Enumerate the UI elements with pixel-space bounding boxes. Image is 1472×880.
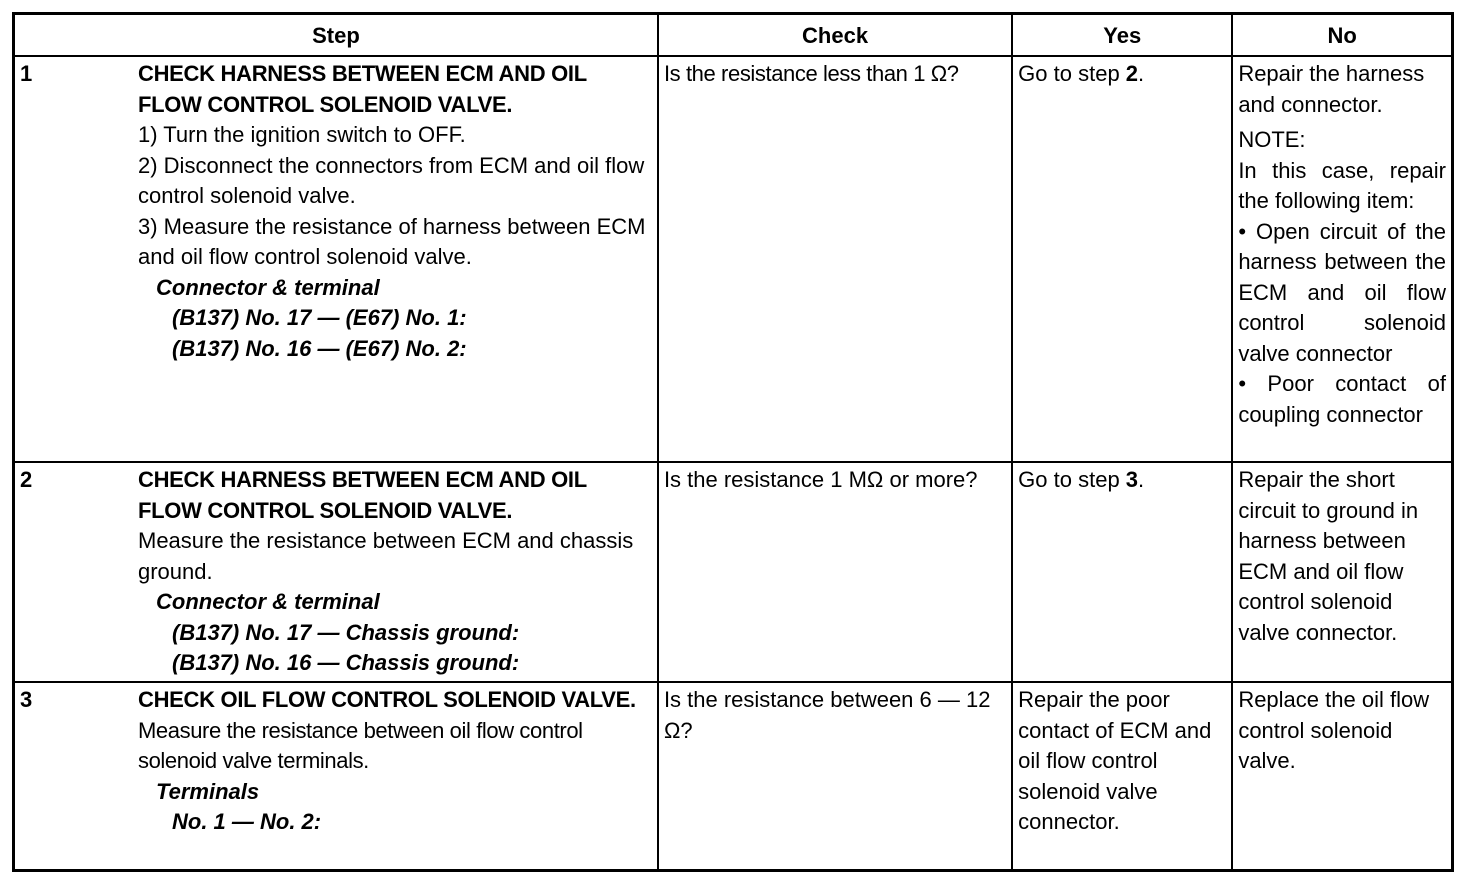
yes-cell [1012, 56, 1232, 462]
header-yes: Yes [1012, 14, 1232, 57]
note-bullet: • Open circuit of the harness between the ECM and oil flow control solenoid valve connector [1238, 218, 1446, 366]
header-row [14, 14, 1453, 57]
step-number: 3 [20, 687, 33, 712]
step-number: 1 [20, 61, 33, 86]
connector-terminal: (B137) No. 17 — Chassis ground: [172, 619, 520, 645]
check-cell [658, 56, 1012, 462]
yes-action: Go to step 2. [1018, 61, 1145, 86]
table-row [14, 682, 1453, 871]
connector-terminal: (B137) No. 17 — (E67) No. 1: [172, 305, 467, 330]
step-reference: 3 [1125, 467, 1139, 492]
no-cell [1232, 56, 1452, 462]
step-instruction: Measure the resistance between ECM and chassis ground. [138, 528, 634, 584]
step-reference: 2 [1125, 61, 1139, 86]
no-action: Replace the oil flow control solenoid valve. [1238, 687, 1430, 773]
note-text: In this case, repair the following item: [1238, 157, 1446, 213]
yes-cell [1012, 682, 1232, 871]
no-action: Repair the harness and connector. [1238, 61, 1425, 117]
check-question: Is the resistance 1 MΩ or more? [663, 467, 978, 492]
check-cell [658, 682, 1012, 871]
step-cell [14, 462, 658, 682]
diagnostic-table [12, 12, 1454, 872]
note-label: NOTE: [1238, 127, 1306, 152]
step-instruction: 1) Turn the ignition switch to OFF. [138, 122, 466, 147]
check-question: Is the resistance between 6 — 12 Ω? [663, 687, 991, 743]
connector-label: Connector & terminal [156, 589, 380, 614]
check-cell [658, 462, 1012, 682]
note-bullet: • Poor contact of coupling connector [1238, 371, 1446, 427]
table-row [14, 56, 1453, 462]
table-row [14, 462, 1453, 682]
step-number: 2 [20, 467, 33, 492]
header-check: Check [658, 14, 1012, 57]
no-cell [1232, 462, 1452, 682]
connector-terminal: (B137) No. 16 — (E67) No. 2: [172, 335, 467, 361]
no-cell [1232, 682, 1452, 871]
yes-cell [1012, 462, 1232, 682]
yes-action: Repair the poor contact of ECM and oil flow control solenoid valve connector. [1018, 687, 1212, 834]
connector-terminal: (B137) No. 16 — Chassis ground: [172, 650, 520, 675]
step-cell [14, 56, 658, 462]
terminal-pair: No. 1 — No. 2: [172, 809, 322, 834]
step-instruction: 3) Measure the resistance of harness between ECM and oil flow control solenoid valve. [138, 213, 646, 269]
no-action: Repair the short circuit to ground in harness between ECM and oil flow control solenoid valve connector. [1238, 467, 1419, 645]
yes-action: Go to step 3. [1018, 467, 1145, 492]
terminals-label: Terminals [156, 778, 260, 804]
header-step: Step [14, 14, 658, 57]
step-title: CHECK OIL FLOW CONTROL SOLENOID VALVE. [138, 687, 636, 712]
step-title: CHECK HARNESS BETWEEN ECM AND OIL FLOW CONTROL SOLENOID VALVE. [138, 61, 587, 117]
step-instruction: 2) Disconnect the connectors from ECM and oil flow control solenoid valve. [138, 152, 645, 208]
step-cell [14, 682, 658, 871]
connector-label: Connector & terminal [156, 274, 380, 300]
step-title: CHECK HARNESS BETWEEN ECM AND OIL FLOW CONTROL SOLENOID VALVE. [138, 467, 587, 523]
step-instruction: Measure the resistance between oil flow control solenoid valve terminals. [138, 717, 583, 773]
header-no: No [1232, 14, 1452, 57]
check-question: Is the resistance less than 1 Ω? [663, 61, 959, 86]
